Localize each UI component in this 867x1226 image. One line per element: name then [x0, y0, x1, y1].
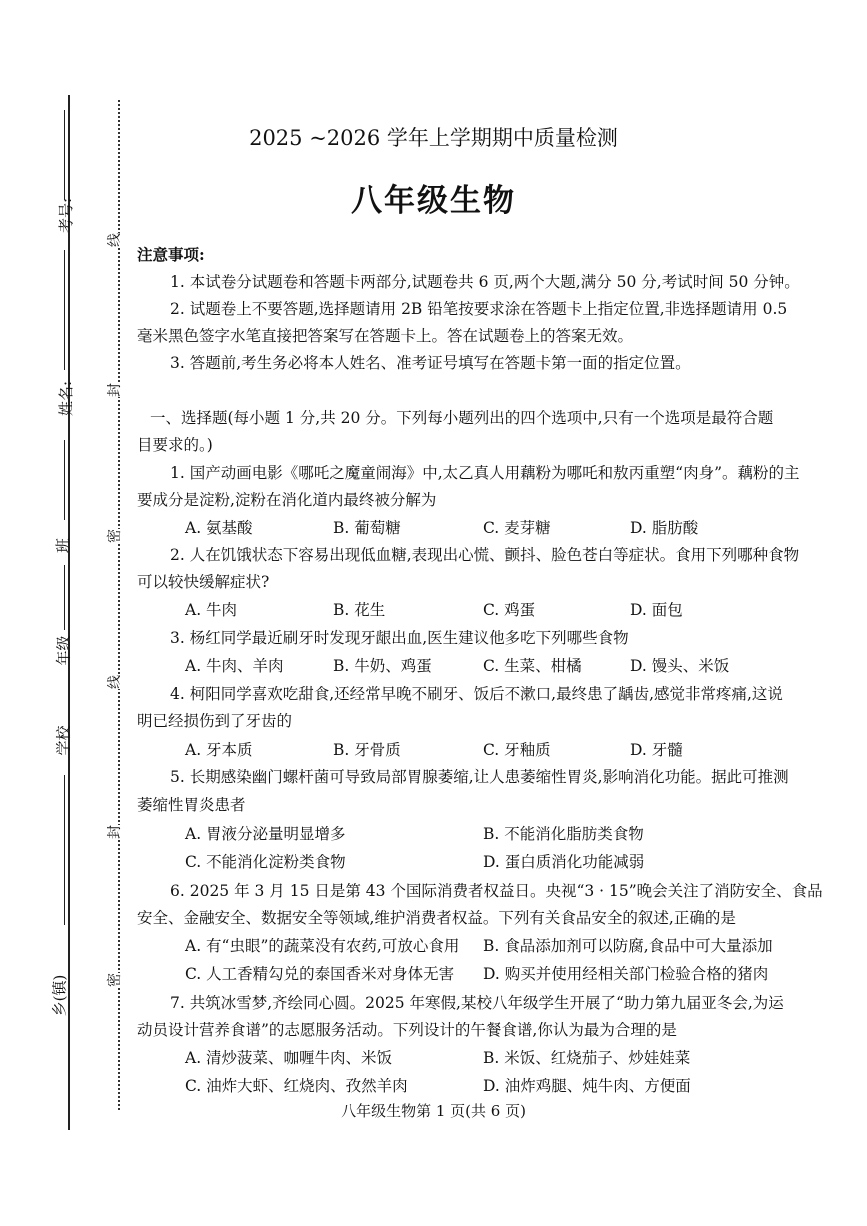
- seal-char-3: 密: [102, 529, 126, 543]
- blank-xuexiao: [64, 775, 65, 925]
- q4-option-a: A. 牙本质: [185, 741, 253, 759]
- q5-option-b: B. 不能消化脂肪类食物: [483, 825, 644, 843]
- exam-title: 2025 ~2026 学年上学期期中质量检测: [249, 126, 618, 150]
- blank-xingming: [64, 250, 65, 370]
- q3-option-a: A. 牛肉、羊肉: [185, 657, 284, 675]
- q2-option-b: B. 花生: [333, 601, 386, 619]
- q1-option-d: D. 脂肪酸: [630, 519, 699, 537]
- subject-title: 八年级生物: [351, 183, 516, 219]
- q2-option-d: D. 面包: [630, 601, 683, 619]
- note-1: 1. 本试卷分试题卷和答题卡两部分,试题卷共 6 页,两个大题,满分 50 分,考试时间 50 分钟。: [170, 273, 800, 291]
- q5-option-c: C. 不能消化淀粉类食物: [185, 853, 346, 871]
- q4-option-c: C. 牙釉质: [483, 741, 551, 759]
- question-7-cont: 动员设计营养食谱”的志愿服务活动。下列设计的午餐食谱,你认为最为合理的是: [137, 1021, 677, 1039]
- q7-option-b: B. 米饭、红烧茄子、炒娃娃菜: [483, 1049, 691, 1067]
- section1-heading-cont: 目要求的。): [137, 436, 213, 454]
- notes-heading: 注意事项:: [137, 245, 205, 264]
- note-2: 2. 试题卷上不要答题,选择题请用 2B 铅笔按要求涂在答题卡上指定位置,非选择题请用 0.5: [170, 300, 788, 318]
- label-xiang: 乡(镇): [50, 974, 69, 1017]
- label-xingming: 姓名:: [57, 380, 76, 417]
- q6-option-c: C. 人工香精勾兑的泰国香米对身体无害: [185, 965, 455, 983]
- seal-char-6: 密: [102, 973, 126, 987]
- seal-char-4: 线: [102, 675, 126, 689]
- question-2-cont: 可以较快缓解症状?: [137, 573, 270, 591]
- q5-option-a: A. 胃液分泌量明显增多: [185, 825, 346, 843]
- q3-option-b: B. 牛奶、鸡蛋: [333, 657, 432, 675]
- q7-option-c: C. 油炸大虾、红烧肉、孜然羊肉: [185, 1077, 408, 1095]
- label-ban: 班: [54, 537, 73, 554]
- question-1: 1. 国产动画电影《哪吒之魔童闹海》中,太乙真人用藕粉为哪吒和敖丙重塑“肉身”。藕粉的主: [170, 464, 800, 482]
- seal-char-5: 封: [102, 825, 126, 839]
- page-footer: 八年级生物第 1 页(共 6 页): [341, 1102, 526, 1120]
- blank-nianji: [64, 565, 65, 630]
- label-xuexiao: 学校: [54, 725, 73, 756]
- q3-option-d: D. 馒头、米饭: [630, 657, 730, 675]
- q4-option-b: B. 牙骨质: [333, 741, 401, 759]
- label-kaohao: 考号:: [57, 197, 76, 234]
- q3-option-c: C. 生菜、柑橘: [483, 657, 582, 675]
- question-1-cont: 要成分是淀粉,淀粉在消化道内最终被分解为: [137, 491, 437, 509]
- question-6-cont: 安全、金融安全、数据安全等领域,维护消费者权益。下列有关食品安全的叙述,正确的是: [137, 909, 736, 927]
- q6-option-b: B. 食品添加剂可以防腐,食品中可大量添加: [483, 937, 773, 955]
- q6-option-a: A. 有“虫眼”的蔬菜没有农药,可放心食用: [185, 937, 460, 955]
- q7-option-d: D. 油炸鸡腿、炖牛肉、方便面: [483, 1077, 691, 1095]
- question-3: 3. 杨红同学最近刷牙时发现牙龈出血,医生建议他多吃下列哪些食物: [170, 629, 629, 647]
- question-4: 4. 柯阳同学喜欢吃甜食,还经常早晚不刷牙、饭后不漱口,最终患了龋齿,感觉非常疼痛,这说: [170, 685, 783, 703]
- label-nianji: 年级: [54, 635, 73, 666]
- note-3: 3. 答题前,考生务必将本人姓名、准考证号填写在答题卡第一面的指定位置。: [170, 354, 691, 372]
- q1-option-a: A. 氨基酸: [185, 519, 253, 537]
- q2-option-a: A. 牛肉: [185, 601, 238, 619]
- blank-ban: [64, 440, 65, 520]
- q4-option-d: D. 牙髓: [630, 741, 683, 759]
- seal-dotted-line: [118, 100, 120, 1110]
- q5-option-d: D. 蛋白质消化功能减弱: [483, 853, 645, 871]
- note-2-cont: 毫米黑色签字水笔直接把答案写在答题卡上。答在试题卷上的答案无效。: [137, 327, 634, 345]
- q1-option-c: C. 麦芽糖: [483, 519, 551, 537]
- question-6: 6. 2025 年 3 月 15 日是第 43 个国际消费者权益日。央视“3 · 15”晚会关注了消防安全、食品: [170, 882, 823, 900]
- seal-char-1: 线: [102, 233, 126, 247]
- question-7: 7. 共筑冰雪梦,齐绘同心圆。2025 年寒假,某校八年级学生开展了“助力第九届亚冬会,为运: [170, 994, 784, 1012]
- question-5: 5. 长期感染幽门螺杆菌可导致局部胃腺萎缩,让人患萎缩性胃炎,影响消化功能。据此可推测: [170, 768, 789, 786]
- section1-heading: 一、选择题(每小题 1 分,共 20 分。下列每小题列出的四个选项中,只有一个选项是最符合题: [150, 409, 774, 427]
- q1-option-b: B. 葡萄糖: [333, 519, 401, 537]
- q7-option-a: A. 清炒菠菜、咖喱牛肉、米饭: [185, 1049, 393, 1067]
- question-2: 2. 人在饥饿状态下容易出现低血糖,表现出心慌、颤抖、脸色苍白等症状。食用下列哪种食物: [170, 546, 800, 564]
- seal-char-2: 封: [102, 383, 126, 397]
- question-4-cont: 明已经损伤到了牙齿的: [137, 712, 293, 730]
- q2-option-c: C. 鸡蛋: [483, 601, 536, 619]
- q6-option-d: D. 购买并使用经相关部门检验合格的猪肉: [483, 965, 769, 983]
- question-5-cont: 萎缩性胃炎患者: [137, 796, 246, 814]
